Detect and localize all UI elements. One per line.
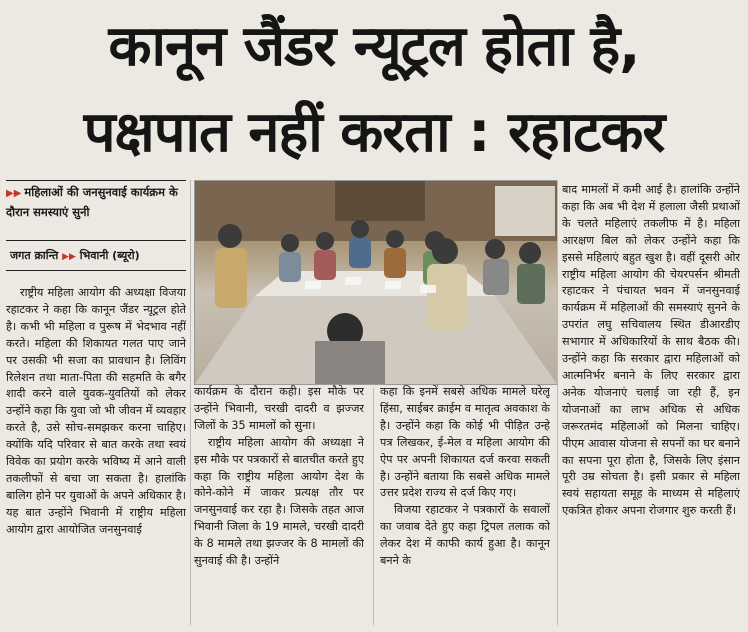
column-divider — [190, 180, 191, 625]
byline — [10, 248, 188, 265]
column-divider — [373, 388, 374, 625]
double-arrow-icon: ▶▶ — [6, 188, 22, 199]
article-column-1 — [6, 285, 186, 625]
byline-place: भिवानी (ब्यूरो) — [79, 249, 140, 262]
headline-line-2: पक्षपात नहीं करता : रहाटकर — [83, 100, 665, 165]
double-arrow-icon: ▶▶ — [62, 252, 76, 262]
subheadline-text: महिलाओं की जनसुनवाई कार्यक्रम के दौरान समस्याएं सुनी — [6, 185, 178, 219]
subheadline — [6, 183, 186, 222]
paragraph: राष्ट्रीय महिला आयोग की अध्यक्षा ने इस मौके पर पत्रकारों से बातचीत करते हुए कहा कि राष्ट्रीय महिला आयोग देश के कोने-कोने में जाकर प्रत्यक्ष तौर पर जनसुनवाई कर रहा है। जिसके तहत आज भिवानी जिला के 19 मामले, चरखी दादरी के 8 मामले तथा झज्जर के 8 मामलों की सुनवाई की है। उन्होंने — [194, 435, 364, 568]
paragraph: राष्ट्रीय महिला आयोग की अध्यक्षा विजया रहाटकर ने कहा कि कानून जैंडर न्यूट्रल होते है। कभी भी महिला व पुरूष में भेदभाव नहीं करते। महिला की शिकायत गलत पाए जाने पर उसकी भी सजा का प्रावधान है। लिविंग रिलेशन तथा माता-पिता की सहमति के बगैर शादी करने वाले युवक-युवतियों को लेकर उन्होंने कहा कि युवा जो भी जीवन में व्यवहार करते है, उसे सोच-समझकर करना चाहिए। क्योंकि यदि परिवार से बात करके तथा स्वयं विवेक का प्रयोग करके भविष्य में आने वाली तकलीफों से बचा जा सकता है। हालांकि बालिग होने पर युवाओं के अपने अधिकार है। यह बात उन्होंने भिवानी में राष्ट्रीय महिला आयोग द्वारा आयोजित जनसुनवाई — [6, 286, 186, 536]
paragraph: कार्यक्रम के दौरान कही। इस मौके पर उन्होंने भिवानी, चरखी दादरी व झज्जर जिलों के 35 मामलों को सुना। — [194, 385, 364, 432]
divider-top — [6, 180, 186, 181]
byline-source: जगत क्रान्ति — [10, 249, 59, 262]
article-column-3 — [380, 384, 550, 624]
paragraph: विजया रहाटकर ने पत्रकारों के सवालों का जवाब देते हुए कहा ट्रिपल तलाक को लेकर देश में काफी कार्य हुआ है। कानून बनने के — [380, 503, 550, 568]
column-divider — [557, 180, 558, 625]
divider-sub — [6, 240, 186, 241]
paragraph: कहा कि इनमें सबसे अधिक मामले घरेलू हिंसा, साईबर क्राईम व मातृत्व अवकाश के है। उन्होंने कहा कि कोई भी पीड़ित उन्हे पत्र लिखकर, ई-मेल व महिला आयोग की ऐप पर अपनी शिकायत दर्ज करवा सकती है। उन्होंने बताया कि सबसे अधिक मामले उत्तर प्रदेश राज्य से दर्ज किए गए। — [380, 385, 550, 500]
paragraph: बाद मामलों में कमी आई है। हालांकि उन्होंने कहा कि अब भी देश में हलाला जैसी प्रथाओं के चलते महिलाएं तकलीफ में है। महिला आरक्षण बिल को लेकर उन्होंने कहा कि इससे महिलाएं बहुत खुश है। वहीं दूसरी ओर राष्ट्रीय महिला आयोग की चेयरपर्सन श्रीमती रहाटकर ने पंचायत भवन में जनसुनवाई कार्यक्रम में महिलाओं की समस्याएं सुनने के उपरांत लघु सचिवालय स्थित डीआरडीए सभागार में अधिकारियों के साथ बैठक की। उन्होंने कहा कि सरकार द्वारा महिलाओं को आत्मनिर्भर बनाने के लिए सरकार द्वारा अनेक योजनाएं चलाई जा रही हैं, इन योजनाओं का लाभ अधिक से अधिक जरूरतमंद महिलाओं को मिलना चाहिए। पीएम आवास योजना से सपनों का घर बनाने का सपना पूरा होता है, जिसके लिए इंसान पूरी उम्र सोचता है। इसी प्रकार से महिला स्वयं सहायता समूह के माध्यम से महिलाएं एकत्रित होकर अपना रोजगार शुरु करती हैं। — [562, 183, 740, 518]
meeting-photo-illustration — [195, 181, 557, 384]
article-column-4 — [562, 182, 740, 626]
article-column-2 — [194, 384, 364, 624]
headline-line-1: कानून जैंडर न्यूट्रल होता है, — [108, 14, 640, 79]
meeting-photo — [194, 180, 558, 385]
divider-byline — [6, 270, 186, 271]
